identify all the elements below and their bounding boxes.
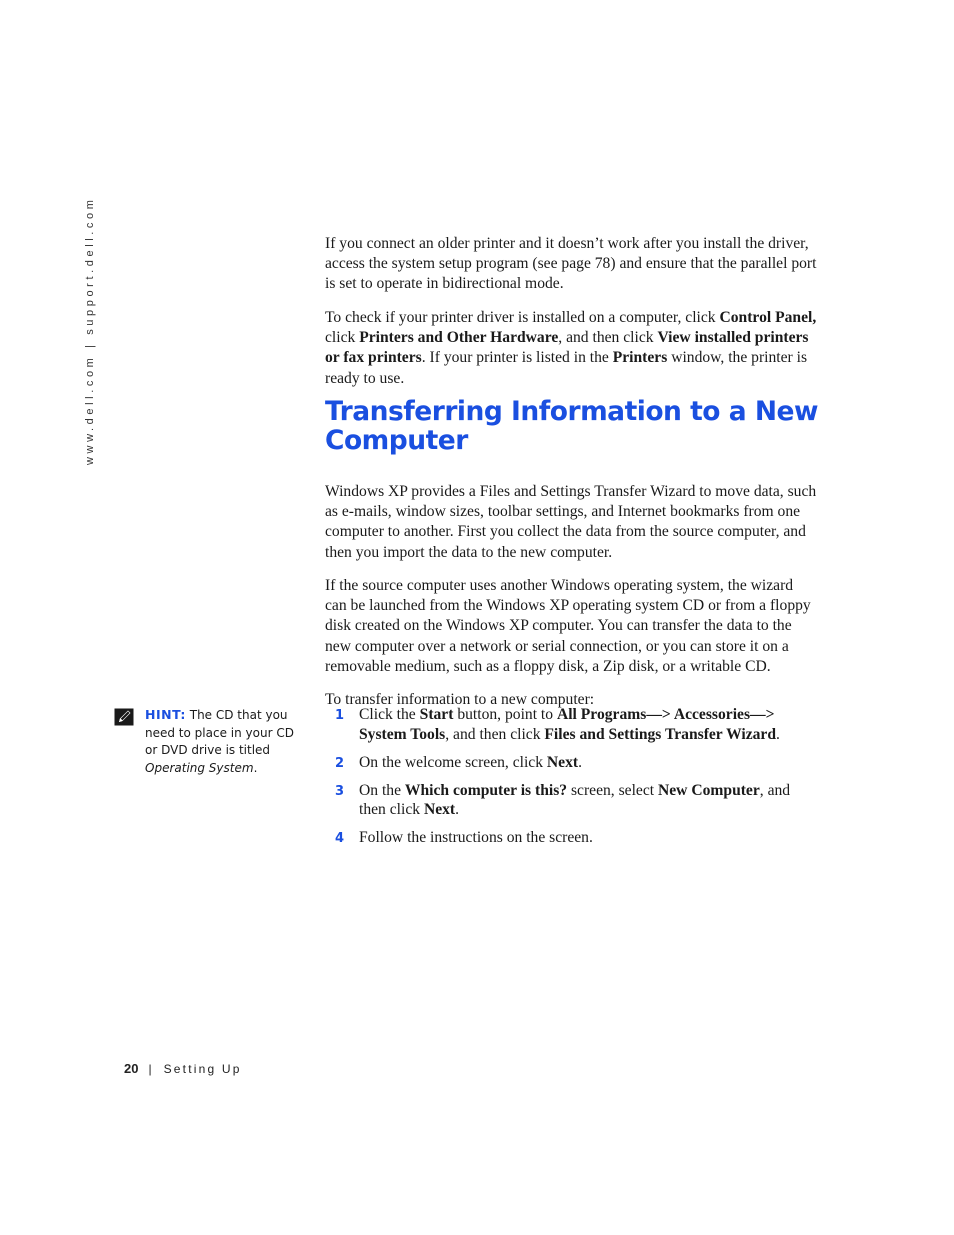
footer-separator: |	[148, 1062, 152, 1076]
side-url: www.dell.com | support.dell.com	[84, 196, 96, 465]
steps-list	[325, 705, 817, 856]
section-heading: Transferring Information to a New Computer	[325, 396, 818, 456]
page-number: 20	[124, 1061, 139, 1076]
step-number: 2	[335, 755, 345, 771]
step-number: 1	[335, 708, 345, 723]
section-name: Setting Up	[163, 1062, 242, 1076]
step-number: 4	[335, 831, 345, 846]
step-number: 3	[335, 783, 345, 799]
page-footer	[124, 1061, 242, 1076]
paragraph-printer-compat: If you connect an older printer and it doesn’t work after you install the driver, access the system setup program (see page 78) and ensure that the parallel port is set to operate in bidirectional mode.	[325, 234, 817, 293]
step-item: 4 Follow the instructions on the screen.	[325, 828, 817, 848]
paragraph-wizard-intro: Windows XP provides a Files and Settings Transfer Wizard to move data, such as e-mails, window sizes, toolbar settings, and Internet bookmarks from one computer to another. First you collect the data from the source computer, and then you import the data to the new computer.	[325, 482, 817, 561]
hint-label: HINT:	[145, 707, 186, 722]
paragraph-check-driver: To check if your printer driver is installed on a computer, click Control Panel, click Printers and Other Hardware, and then click View installed printers or fax printers. If your printer is listed in the Printers window, the printer is ready to use.	[325, 308, 817, 387]
paragraph-source-computer: If the source computer uses another Windows operating system, the wizard can be launched from the Windows XP operating system CD or from a floppy disk created on the Windows XP computer. You can transfer the data to the new computer over a network or serial connection, or you can store it on a removable medium, such as a floppy disk, a Zip disk, or a writable CD.	[325, 576, 811, 676]
step-item: 2 On the welcome screen, click Next.	[325, 753, 817, 773]
hint-note: HINT: The CD that you need to place in your CD or DVD drive is titled Operating System.	[114, 706, 299, 777]
note-pencil-icon	[114, 708, 134, 726]
step-item: 3 On the Which computer is this? screen, select New Computer, and then click Next.	[335, 781, 791, 818]
step-item: 1 Click the Start button, point to All Programs—> Accessories—> System Tools, and then click Files and Settings Transfer Wizard.	[335, 706, 780, 743]
paragraph-steps-intro: To transfer information to a new computer:	[325, 690, 595, 708]
